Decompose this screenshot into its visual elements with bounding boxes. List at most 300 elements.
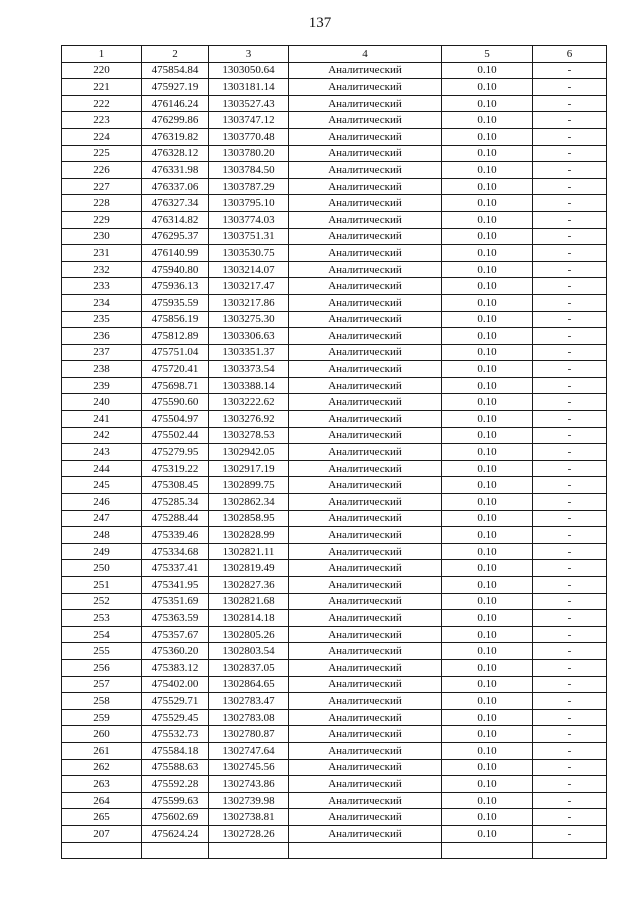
table-row (62, 610, 607, 627)
point-number-cell: 237 (62, 344, 142, 361)
accuracy-cell: 0.10 (442, 809, 533, 826)
method-cell: Аналитический (289, 510, 442, 527)
y-coordinate-cell: 1302899.75 (209, 477, 289, 494)
x-coordinate-cell: 475308.45 (142, 477, 209, 494)
method-cell: Аналитический (289, 709, 442, 726)
method-cell: Аналитический (289, 543, 442, 560)
note-cell: - (533, 776, 607, 793)
table-row (62, 328, 607, 345)
method-cell: Аналитический (289, 79, 442, 96)
method-cell: Аналитический (289, 477, 442, 494)
x-coordinate-cell: 476337.06 (142, 178, 209, 195)
y-coordinate-cell: 1302814.18 (209, 610, 289, 627)
method-cell: Аналитический (289, 95, 442, 112)
note-cell: - (533, 211, 607, 228)
point-number-cell: 239 (62, 377, 142, 394)
x-coordinate-cell: 475360.20 (142, 643, 209, 660)
accuracy-cell: 0.10 (442, 211, 533, 228)
accuracy-cell: 0.10 (442, 460, 533, 477)
point-number-cell: 229 (62, 211, 142, 228)
method-cell: Аналитический (289, 128, 442, 145)
note-cell: - (533, 361, 607, 378)
y-coordinate-cell: 1303181.14 (209, 79, 289, 96)
point-number-cell: 265 (62, 809, 142, 826)
accuracy-cell: 0.10 (442, 311, 533, 328)
x-coordinate-cell: 476314.82 (142, 211, 209, 228)
point-number-cell: 235 (62, 311, 142, 328)
table-body (62, 46, 607, 859)
note-cell: - (533, 560, 607, 577)
x-coordinate-cell: 475592.28 (142, 776, 209, 793)
note-cell: - (533, 228, 607, 245)
note-cell: - (533, 477, 607, 494)
x-coordinate-cell: 475288.44 (142, 510, 209, 527)
point-number-cell: 238 (62, 361, 142, 378)
note-cell: - (533, 659, 607, 676)
note-cell: - (533, 494, 607, 511)
method-cell: Аналитический (289, 278, 442, 295)
point-number-cell: 255 (62, 643, 142, 660)
coordinates-table (61, 45, 607, 859)
table-row (62, 145, 607, 162)
method-cell: Аналитический (289, 245, 442, 262)
x-coordinate-cell: 475337.41 (142, 560, 209, 577)
method-cell: Аналитический (289, 726, 442, 743)
method-cell: Аналитический (289, 344, 442, 361)
y-coordinate-cell: 1303530.75 (209, 245, 289, 262)
note-cell: - (533, 128, 607, 145)
column-header-2: 2 (142, 46, 209, 63)
point-number-cell: 249 (62, 543, 142, 560)
y-coordinate-cell: 1303388.14 (209, 377, 289, 394)
x-coordinate-cell: 475927.19 (142, 79, 209, 96)
note-cell (533, 842, 607, 859)
accuracy-cell: 0.10 (442, 294, 533, 311)
method-cell: Аналитический (289, 145, 442, 162)
accuracy-cell: 0.10 (442, 195, 533, 212)
y-coordinate-cell: 1303275.30 (209, 311, 289, 328)
table-row (62, 477, 607, 494)
table-row (62, 311, 607, 328)
x-coordinate-cell: 476319.82 (142, 128, 209, 145)
x-coordinate-cell: 475532.73 (142, 726, 209, 743)
note-cell: - (533, 112, 607, 129)
y-coordinate-cell: 1302837.05 (209, 659, 289, 676)
method-cell: Аналитический (289, 211, 442, 228)
table-row (62, 178, 607, 195)
table-row (62, 79, 607, 96)
accuracy-cell: 0.10 (442, 228, 533, 245)
y-coordinate-cell: 1302747.64 (209, 742, 289, 759)
method-cell: Аналитический (289, 577, 442, 594)
accuracy-cell: 0.10 (442, 709, 533, 726)
point-number-cell: 245 (62, 477, 142, 494)
y-coordinate-cell: 1302728.26 (209, 825, 289, 842)
x-coordinate-cell: 475751.04 (142, 344, 209, 361)
point-number-cell: 228 (62, 195, 142, 212)
x-coordinate-cell: 476331.98 (142, 162, 209, 179)
table-row (62, 560, 607, 577)
table-row (62, 776, 607, 793)
point-number-cell: 207 (62, 825, 142, 842)
x-coordinate-cell: 475854.84 (142, 62, 209, 79)
method-cell: Аналитический (289, 394, 442, 411)
y-coordinate-cell: 1302743.86 (209, 776, 289, 793)
point-number-cell: 247 (62, 510, 142, 527)
table-row (62, 245, 607, 262)
table-row (62, 792, 607, 809)
table-row (62, 427, 607, 444)
point-number-cell: 259 (62, 709, 142, 726)
point-number-cell: 260 (62, 726, 142, 743)
table-row (62, 211, 607, 228)
y-coordinate-cell: 1303774.03 (209, 211, 289, 228)
note-cell: - (533, 726, 607, 743)
x-coordinate-cell: 475856.19 (142, 311, 209, 328)
y-coordinate-cell: 1303050.64 (209, 62, 289, 79)
accuracy-cell: 0.10 (442, 178, 533, 195)
accuracy-cell: 0.10 (442, 527, 533, 544)
x-coordinate-cell: 475602.69 (142, 809, 209, 826)
note-cell: - (533, 593, 607, 610)
y-coordinate-cell: 1303351.37 (209, 344, 289, 361)
point-number-cell: 250 (62, 560, 142, 577)
x-coordinate-cell: 475590.60 (142, 394, 209, 411)
x-coordinate-cell: 476299.86 (142, 112, 209, 129)
y-coordinate-cell: 1303306.63 (209, 328, 289, 345)
accuracy-cell: 0.10 (442, 825, 533, 842)
method-cell: Аналитический (289, 626, 442, 643)
method-cell: Аналитический (289, 195, 442, 212)
point-number-cell: 236 (62, 328, 142, 345)
x-coordinate-cell: 475599.63 (142, 792, 209, 809)
accuracy-cell: 0.10 (442, 427, 533, 444)
note-cell: - (533, 311, 607, 328)
method-cell: Аналитический (289, 311, 442, 328)
y-coordinate-cell: 1302803.54 (209, 643, 289, 660)
method-cell: Аналитический (289, 361, 442, 378)
point-number-cell: 220 (62, 62, 142, 79)
method-cell: Аналитический (289, 825, 442, 842)
method-cell: Аналитический (289, 411, 442, 428)
point-number-cell: 232 (62, 261, 142, 278)
accuracy-cell: 0.10 (442, 610, 533, 627)
note-cell: - (533, 543, 607, 560)
note-cell: - (533, 825, 607, 842)
method-cell: Аналитический (289, 62, 442, 79)
point-number-cell: 241 (62, 411, 142, 428)
note-cell: - (533, 195, 607, 212)
point-number-cell: 242 (62, 427, 142, 444)
note-cell: - (533, 792, 607, 809)
table-row (62, 577, 607, 594)
accuracy-cell: 0.10 (442, 577, 533, 594)
accuracy-cell: 0.10 (442, 792, 533, 809)
note-cell: - (533, 245, 607, 262)
note-cell: - (533, 693, 607, 710)
accuracy-cell: 0.10 (442, 62, 533, 79)
x-coordinate-cell: 476328.12 (142, 145, 209, 162)
note-cell: - (533, 294, 607, 311)
accuracy-cell: 0.10 (442, 593, 533, 610)
table-row (62, 361, 607, 378)
method-cell: Аналитический (289, 112, 442, 129)
method-cell: Аналитический (289, 809, 442, 826)
accuracy-cell: 0.10 (442, 676, 533, 693)
x-coordinate-cell: 475357.67 (142, 626, 209, 643)
column-header-1: 1 (62, 46, 142, 63)
accuracy-cell (442, 842, 533, 859)
x-coordinate-cell: 475285.34 (142, 494, 209, 511)
table-row (62, 294, 607, 311)
y-coordinate-cell: 1303278.53 (209, 427, 289, 444)
y-coordinate-cell: 1302864.65 (209, 676, 289, 693)
x-coordinate-cell: 475279.95 (142, 444, 209, 461)
note-cell: - (533, 444, 607, 461)
accuracy-cell: 0.10 (442, 145, 533, 162)
point-number-cell: 262 (62, 759, 142, 776)
point-number-cell: 230 (62, 228, 142, 245)
note-cell: - (533, 261, 607, 278)
table-row (62, 543, 607, 560)
x-coordinate-cell: 475935.59 (142, 294, 209, 311)
table-row (62, 643, 607, 660)
table-row (62, 626, 607, 643)
note-cell: - (533, 62, 607, 79)
accuracy-cell: 0.10 (442, 742, 533, 759)
x-coordinate-cell: 475812.89 (142, 328, 209, 345)
accuracy-cell: 0.10 (442, 344, 533, 361)
x-coordinate-cell: 476140.99 (142, 245, 209, 262)
method-cell: Аналитический (289, 527, 442, 544)
point-number-cell (62, 842, 142, 859)
y-coordinate-cell: 1302917.19 (209, 460, 289, 477)
table-row (62, 742, 607, 759)
x-coordinate-cell (142, 842, 209, 859)
table-row (62, 62, 607, 79)
note-cell: - (533, 460, 607, 477)
point-number-cell: 258 (62, 693, 142, 710)
table-row (62, 759, 607, 776)
method-cell: Аналитический (289, 228, 442, 245)
table-row (62, 825, 607, 842)
accuracy-cell: 0.10 (442, 776, 533, 793)
accuracy-cell: 0.10 (442, 494, 533, 511)
table-row (62, 510, 607, 527)
y-coordinate-cell: 1303784.50 (209, 162, 289, 179)
note-cell: - (533, 162, 607, 179)
point-number-cell: 227 (62, 178, 142, 195)
note-cell: - (533, 709, 607, 726)
point-number-cell: 254 (62, 626, 142, 643)
point-number-cell: 240 (62, 394, 142, 411)
y-coordinate-cell: 1302819.49 (209, 560, 289, 577)
method-cell: Аналитический (289, 178, 442, 195)
accuracy-cell: 0.10 (442, 162, 533, 179)
table-row (62, 128, 607, 145)
point-number-cell: 261 (62, 742, 142, 759)
table-row (62, 261, 607, 278)
table-row (62, 344, 607, 361)
method-cell: Аналитический (289, 742, 442, 759)
x-coordinate-cell: 475720.41 (142, 361, 209, 378)
table-row (62, 112, 607, 129)
x-coordinate-cell: 475624.24 (142, 825, 209, 842)
y-coordinate-cell: 1302858.95 (209, 510, 289, 527)
note-cell: - (533, 510, 607, 527)
table-row (62, 494, 607, 511)
note-cell: - (533, 278, 607, 295)
x-coordinate-cell: 475698.71 (142, 377, 209, 394)
table-row (62, 228, 607, 245)
x-coordinate-cell: 475529.45 (142, 709, 209, 726)
method-cell: Аналитический (289, 162, 442, 179)
accuracy-cell: 0.10 (442, 560, 533, 577)
table-row (62, 842, 607, 859)
method-cell: Аналитический (289, 294, 442, 311)
method-cell: Аналитический (289, 560, 442, 577)
x-coordinate-cell: 475588.63 (142, 759, 209, 776)
x-coordinate-cell: 476327.34 (142, 195, 209, 212)
y-coordinate-cell: 1303527.43 (209, 95, 289, 112)
point-number-cell: 264 (62, 792, 142, 809)
accuracy-cell: 0.10 (442, 361, 533, 378)
table-header-row (62, 46, 607, 63)
accuracy-cell: 0.10 (442, 394, 533, 411)
method-cell: Аналитический (289, 776, 442, 793)
note-cell: - (533, 79, 607, 96)
x-coordinate-cell: 475351.69 (142, 593, 209, 610)
point-number-cell: 256 (62, 659, 142, 676)
page-number: 137 (308, 15, 332, 31)
table-row (62, 411, 607, 428)
note-cell: - (533, 610, 607, 627)
x-coordinate-cell: 475504.97 (142, 411, 209, 428)
point-number-cell: 263 (62, 776, 142, 793)
method-cell: Аналитический (289, 610, 442, 627)
accuracy-cell: 0.10 (442, 477, 533, 494)
x-coordinate-cell: 476295.37 (142, 228, 209, 245)
x-coordinate-cell: 475529.71 (142, 693, 209, 710)
x-coordinate-cell: 475341.95 (142, 577, 209, 594)
method-cell: Аналитический (289, 427, 442, 444)
y-coordinate-cell (209, 842, 289, 859)
point-number-cell: 244 (62, 460, 142, 477)
method-cell (289, 842, 442, 859)
y-coordinate-cell: 1303222.62 (209, 394, 289, 411)
point-number-cell: 251 (62, 577, 142, 594)
note-cell: - (533, 626, 607, 643)
accuracy-cell: 0.10 (442, 128, 533, 145)
table-row (62, 659, 607, 676)
y-coordinate-cell: 1303770.48 (209, 128, 289, 145)
method-cell: Аналитический (289, 328, 442, 345)
method-cell: Аналитический (289, 792, 442, 809)
method-cell: Аналитический (289, 693, 442, 710)
note-cell: - (533, 676, 607, 693)
column-header-5: 5 (442, 46, 533, 63)
accuracy-cell: 0.10 (442, 759, 533, 776)
table-row (62, 162, 607, 179)
method-cell: Аналитический (289, 444, 442, 461)
accuracy-cell: 0.10 (442, 510, 533, 527)
point-number-cell: 223 (62, 112, 142, 129)
x-coordinate-cell: 475334.68 (142, 543, 209, 560)
x-coordinate-cell: 475402.00 (142, 676, 209, 693)
y-coordinate-cell: 1303787.29 (209, 178, 289, 195)
y-coordinate-cell: 1303276.92 (209, 411, 289, 428)
accuracy-cell: 0.10 (442, 377, 533, 394)
y-coordinate-cell: 1302783.47 (209, 693, 289, 710)
point-number-cell: 246 (62, 494, 142, 511)
point-number-cell: 222 (62, 95, 142, 112)
note-cell: - (533, 394, 607, 411)
x-coordinate-cell: 475319.22 (142, 460, 209, 477)
table-row (62, 527, 607, 544)
method-cell: Аналитический (289, 659, 442, 676)
y-coordinate-cell: 1302745.56 (209, 759, 289, 776)
accuracy-cell: 0.10 (442, 726, 533, 743)
x-coordinate-cell: 475339.46 (142, 527, 209, 544)
method-cell: Аналитический (289, 676, 442, 693)
y-coordinate-cell: 1303751.31 (209, 228, 289, 245)
y-coordinate-cell: 1303795.10 (209, 195, 289, 212)
point-number-cell: 252 (62, 593, 142, 610)
point-number-cell: 234 (62, 294, 142, 311)
accuracy-cell: 0.10 (442, 444, 533, 461)
note-cell: - (533, 809, 607, 826)
accuracy-cell: 0.10 (442, 411, 533, 428)
note-cell: - (533, 427, 607, 444)
column-header-6: 6 (533, 46, 607, 63)
x-coordinate-cell: 475383.12 (142, 659, 209, 676)
point-number-cell: 221 (62, 79, 142, 96)
y-coordinate-cell: 1302780.87 (209, 726, 289, 743)
y-coordinate-cell: 1302805.26 (209, 626, 289, 643)
point-number-cell: 231 (62, 245, 142, 262)
point-number-cell: 233 (62, 278, 142, 295)
accuracy-cell: 0.10 (442, 659, 533, 676)
x-coordinate-cell: 475936.13 (142, 278, 209, 295)
note-cell: - (533, 643, 607, 660)
table-row (62, 709, 607, 726)
x-coordinate-cell: 476146.24 (142, 95, 209, 112)
y-coordinate-cell: 1302942.05 (209, 444, 289, 461)
accuracy-cell: 0.10 (442, 261, 533, 278)
accuracy-cell: 0.10 (442, 95, 533, 112)
y-coordinate-cell: 1302828.99 (209, 527, 289, 544)
x-coordinate-cell: 475363.59 (142, 610, 209, 627)
table-row (62, 809, 607, 826)
point-number-cell: 224 (62, 128, 142, 145)
y-coordinate-cell: 1302738.81 (209, 809, 289, 826)
point-number-cell: 226 (62, 162, 142, 179)
method-cell: Аналитический (289, 593, 442, 610)
accuracy-cell: 0.10 (442, 245, 533, 262)
accuracy-cell: 0.10 (442, 543, 533, 560)
table-row (62, 278, 607, 295)
table-row (62, 693, 607, 710)
note-cell: - (533, 759, 607, 776)
y-coordinate-cell: 1302739.98 (209, 792, 289, 809)
point-number-cell: 248 (62, 527, 142, 544)
table-row (62, 460, 607, 477)
note-cell: - (533, 344, 607, 361)
note-cell: - (533, 145, 607, 162)
point-number-cell: 243 (62, 444, 142, 461)
note-cell: - (533, 577, 607, 594)
y-coordinate-cell: 1303780.20 (209, 145, 289, 162)
